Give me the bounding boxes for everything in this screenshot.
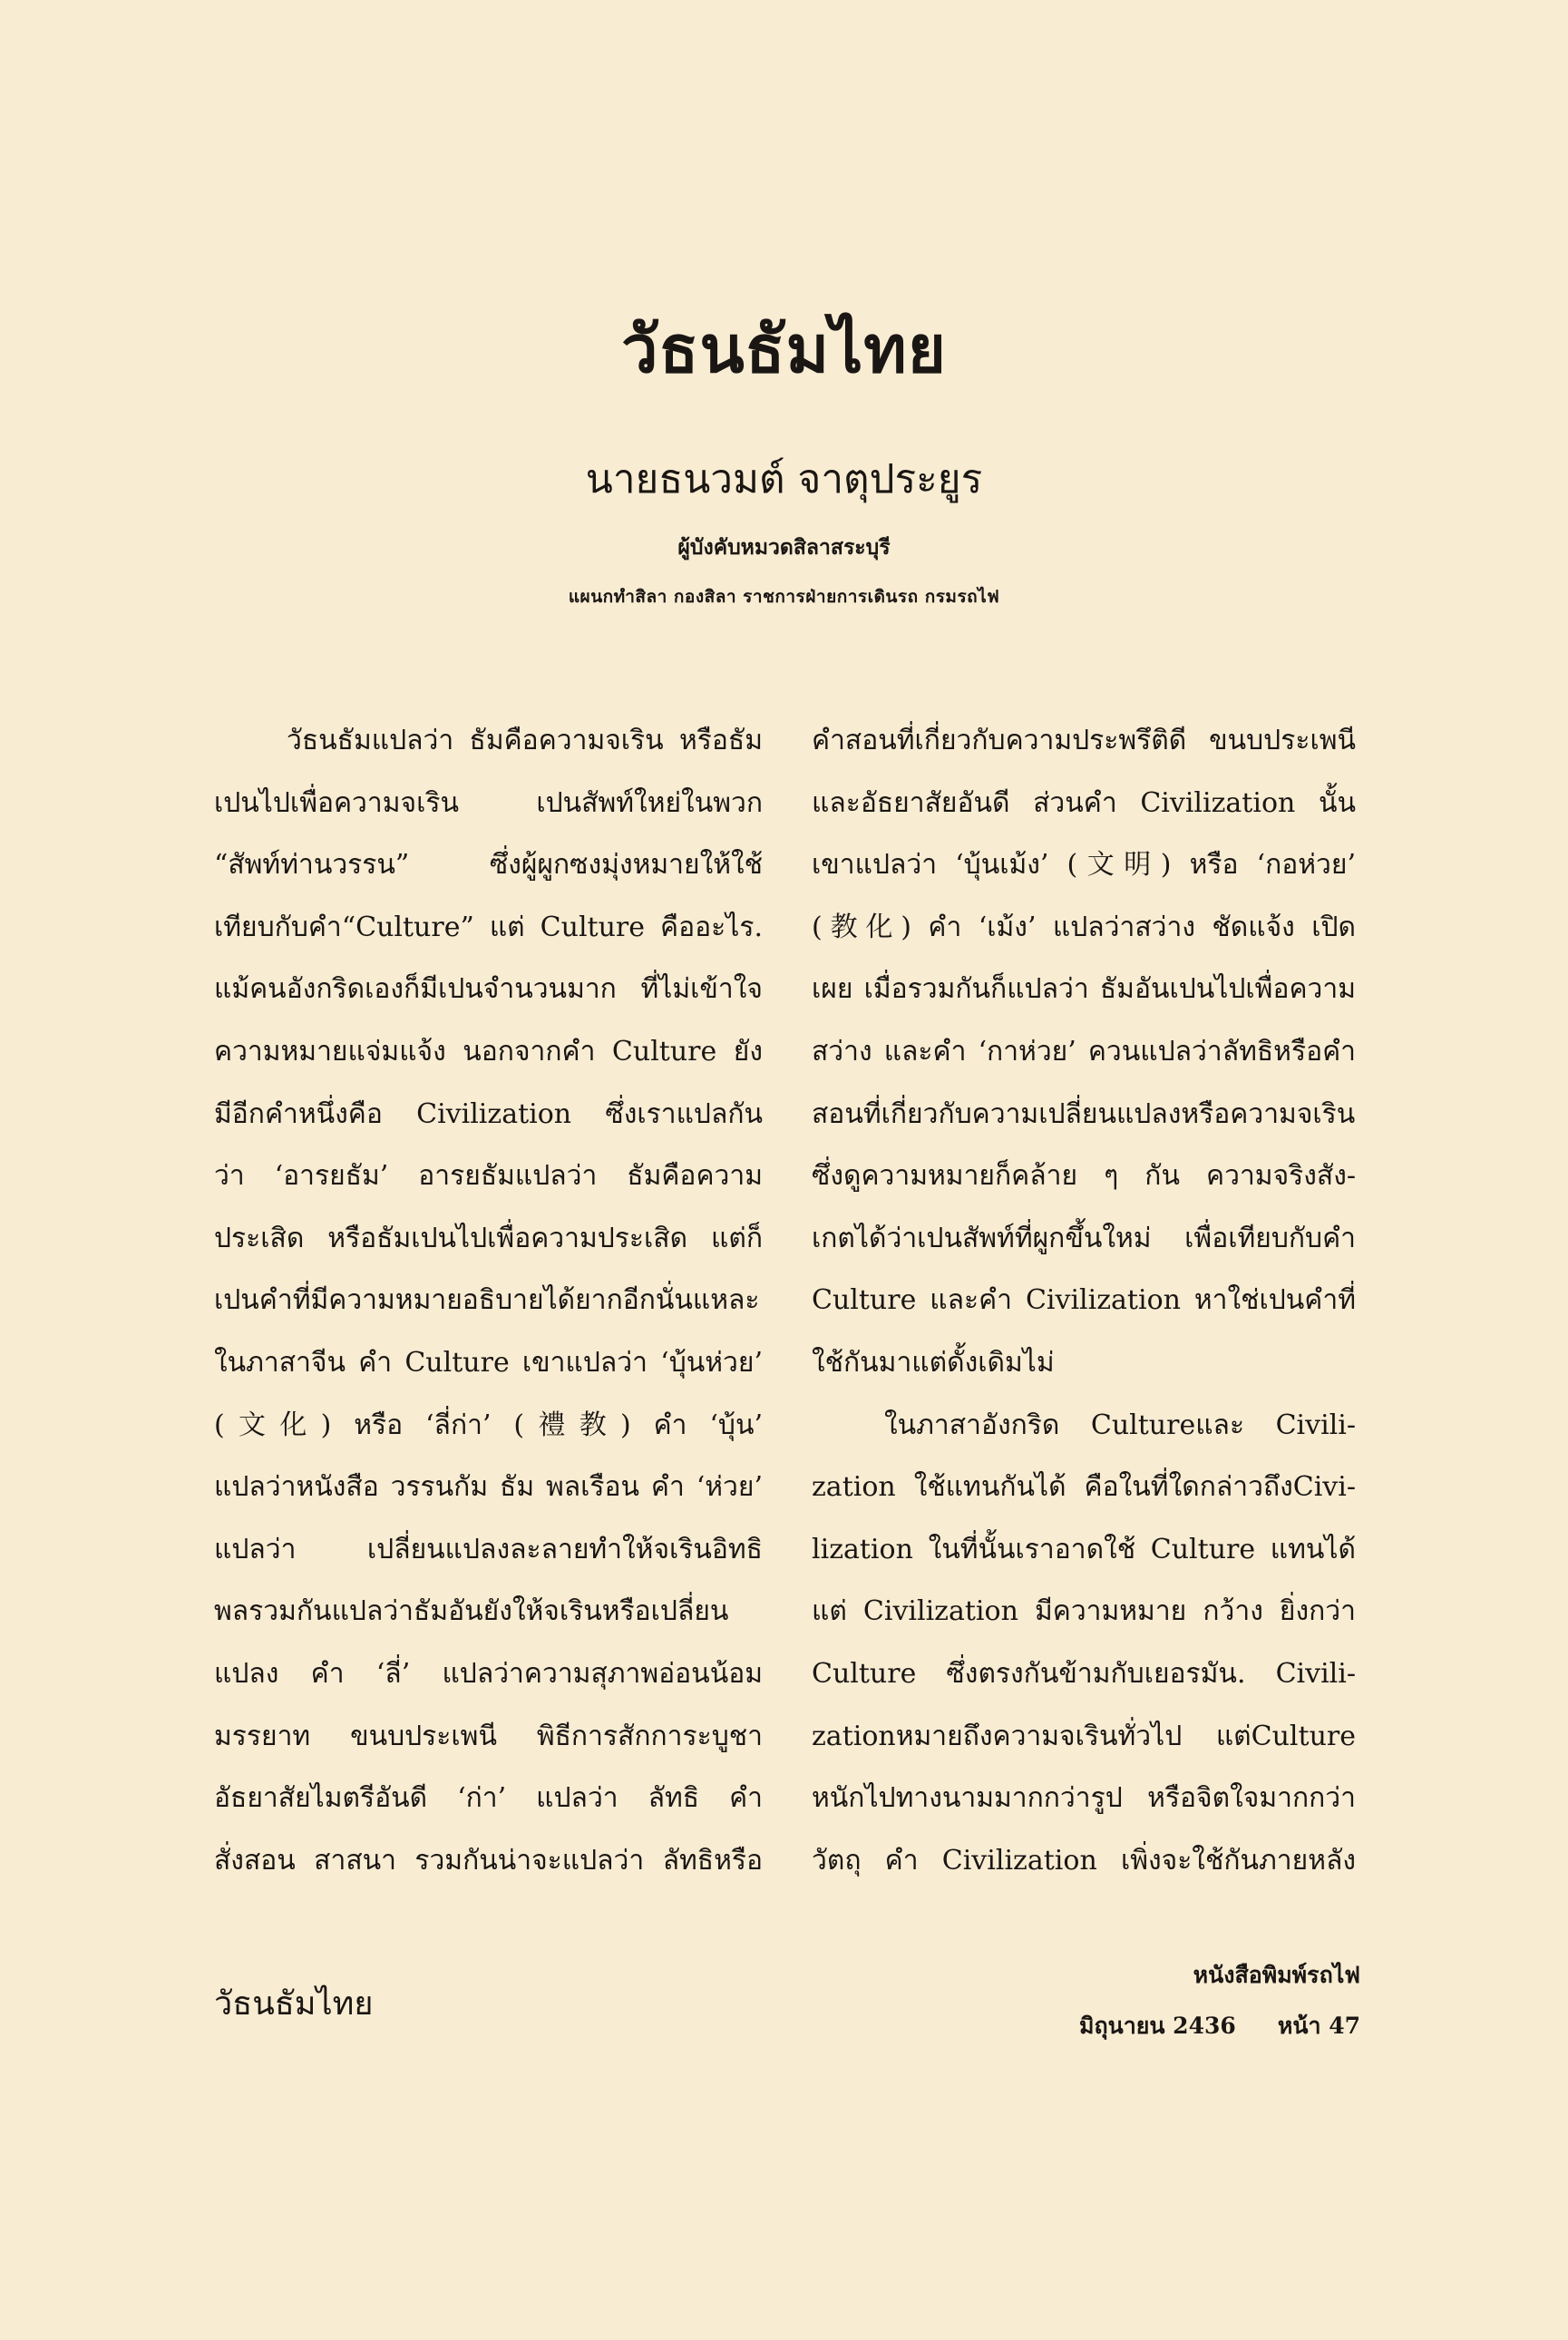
text-line: Culture และคำ Civilization หาใช่เปนคำที่ bbox=[812, 1284, 1356, 1317]
text-line: แม้คนอังกริดเองก็มีเปนจำนวนมาก ที่ไม่เข้าใจ bbox=[214, 973, 763, 1006]
author-affiliation: แผนกทำสิลา กองสิลา ราชการฝ่ายการเดินรถ กรมรถไฟ bbox=[568, 587, 1000, 607]
text-line: พลรวมกันแปลว่าธัมอันยังให้จเรินหรือเปลี่ยน bbox=[214, 1595, 729, 1628]
footer-publication: หนังสือพิมพ์รถไฟ bbox=[1193, 1962, 1360, 1988]
paragraph-end-line: ใช้กันมาแต่ดั้งเดิมไม่ bbox=[812, 1346, 1055, 1379]
text-line: แปลว่าหนังสือ วรรนกัม ธัม พลเรือน คำ ‘ห่วย’ bbox=[214, 1471, 763, 1504]
text-line: หนักไปทางนามมากกว่ารูป หรือจิตใจมากกว่า bbox=[812, 1782, 1356, 1815]
author-position: ผู้บังคับหมวดสิลาสระบุรี bbox=[677, 535, 891, 560]
text-line: ว่า ‘อารยธัม’ อารยธัมแปลว่า ธัมคือความ bbox=[214, 1160, 763, 1193]
text-line: สว่าง และคำ ‘กาห่วย’ ควนแปลว่าลัทธิหรือคำ bbox=[812, 1035, 1356, 1068]
author-name: นายธนวมต์ จาตุประยูร bbox=[585, 456, 983, 502]
text-line: (教化) คำ ‘เม้ง’ แปลว่าสว่าง ชัดแจ้ง เปิด bbox=[812, 911, 1356, 943]
text-line: เขาแปลว่า ‘บุ้นเม้ง’ (文明) หรือ ‘กอห่วย’ bbox=[812, 849, 1356, 882]
footer-date-page bbox=[1079, 2013, 1360, 2040]
text-line: มรรยาท ขนบประเพนี พิธีการสักการะบูชา bbox=[214, 1720, 763, 1752]
text-line: เผย เมื่อรวมกันก็แปลว่า ธัมอันเปนไปเพื่อความ bbox=[812, 973, 1356, 1006]
text-line: ประเสิด หรือธัมเปนไปเพื่อความประเสิด แต่ก็ bbox=[214, 1222, 763, 1254]
text-line: lization ในที่นั้นเราอาดใช้ Culture แทนได้ bbox=[812, 1533, 1356, 1565]
text-line: zation ใช้แทนกันได้ คือในที่ใดกล่าวถึงCivi- bbox=[812, 1471, 1356, 1504]
text-line: สั่งสอน สาสนา รวมกันน่าจะแปลว่า ลัทธิหรือ bbox=[214, 1844, 763, 1877]
text-line: วัธนธัมแปลว่า ธัมคือความจเริน หรือธัม bbox=[287, 725, 763, 756]
text-line: และอัธยาสัยอันดี ส่วนคำ Civilization นั้น bbox=[812, 786, 1356, 819]
text-line: มีอีกคำหนึ่งคือ Civilization ซึ่งเราแปลกัน bbox=[214, 1097, 763, 1130]
body-column-left bbox=[214, 710, 763, 1892]
text-line: ความหมายแจ่มแจ้ง นอกจากคำ Culture ยัง bbox=[214, 1035, 763, 1068]
text-line: zationหมายถึงความจเรินทั่วไป แต่Culture bbox=[812, 1720, 1356, 1752]
footer-page-number: หน้า 47 bbox=[1277, 2013, 1360, 2039]
article-title: วัธนธัมไทย bbox=[621, 310, 947, 387]
text-line: แปลว่า เปลี่ยนแปลงละลายทำให้จเรินอิทธิ bbox=[214, 1533, 763, 1565]
footer-date: มิถุนายน 2436 bbox=[1079, 2013, 1236, 2039]
text-line: เกตได้ว่าเปนสัพท์ที่ผูกขึ้นใหม่ เพื่อเทียบกับคำ bbox=[812, 1222, 1356, 1254]
text-line: ซึ่งดูความหมายก็คล้าย ๆ กัน ความจริงสัง- bbox=[812, 1160, 1356, 1193]
text-line: Culture ซึ่งตรงกันข้ามกับเยอรมัน. Civili- bbox=[812, 1657, 1356, 1690]
text-line: “สัพท์ท่านวรรน” ซึ่งผู้ผูกซงมุ่งหมายให้ใช้ bbox=[214, 849, 763, 882]
footer-section-title: วัธนธัมไทย bbox=[214, 1985, 374, 2023]
text-line: อัธยาสัยไมตรีอันดี ‘ก่า’ แปลว่า ลัทธิ คำ bbox=[214, 1782, 763, 1815]
text-line: เทียบกับคำ“Culture” แต่ Culture คืออะไร. bbox=[214, 911, 763, 943]
body-column-right bbox=[812, 710, 1356, 1892]
text-line: แต่ Civilization มีความหมาย กว้าง ยิ่งกว่า bbox=[812, 1595, 1356, 1628]
text-line: วัตถุ คำ Civilization เพิ่งจะใช้กันภายหลัง bbox=[812, 1844, 1356, 1877]
text-line: แปลง คำ ‘ลี่’ แปลว่าความสุภาพอ่อนน้อม bbox=[214, 1657, 763, 1690]
text-line: ในภาสาจีน คำ Culture เขาแปลว่า ‘บุ้นห่วย’ bbox=[214, 1346, 763, 1379]
text-line: สอนที่เกี่ยวกับความเปลี่ยนแปลงหรือความจเริน bbox=[812, 1097, 1356, 1130]
text-line: เปนไปเพื่อความจเริน เปนสัพท์ใหย่ในพวก bbox=[214, 786, 763, 819]
text-line: เปนคำที่มีความหมายอธิบายได้ยากอีกนั่นแหละ bbox=[214, 1284, 760, 1317]
text-line: (文化) หรือ ‘ลี่ก่า’ (禮教) คำ ‘บุ้น’ bbox=[214, 1409, 763, 1441]
text-line: คำสอนที่เกี่ยวกับความประพรึติดี ขนบประเพนี bbox=[812, 725, 1356, 756]
paragraph-start-line: ในภาสาอังกริด Cultureและ Civili- bbox=[884, 1409, 1356, 1441]
